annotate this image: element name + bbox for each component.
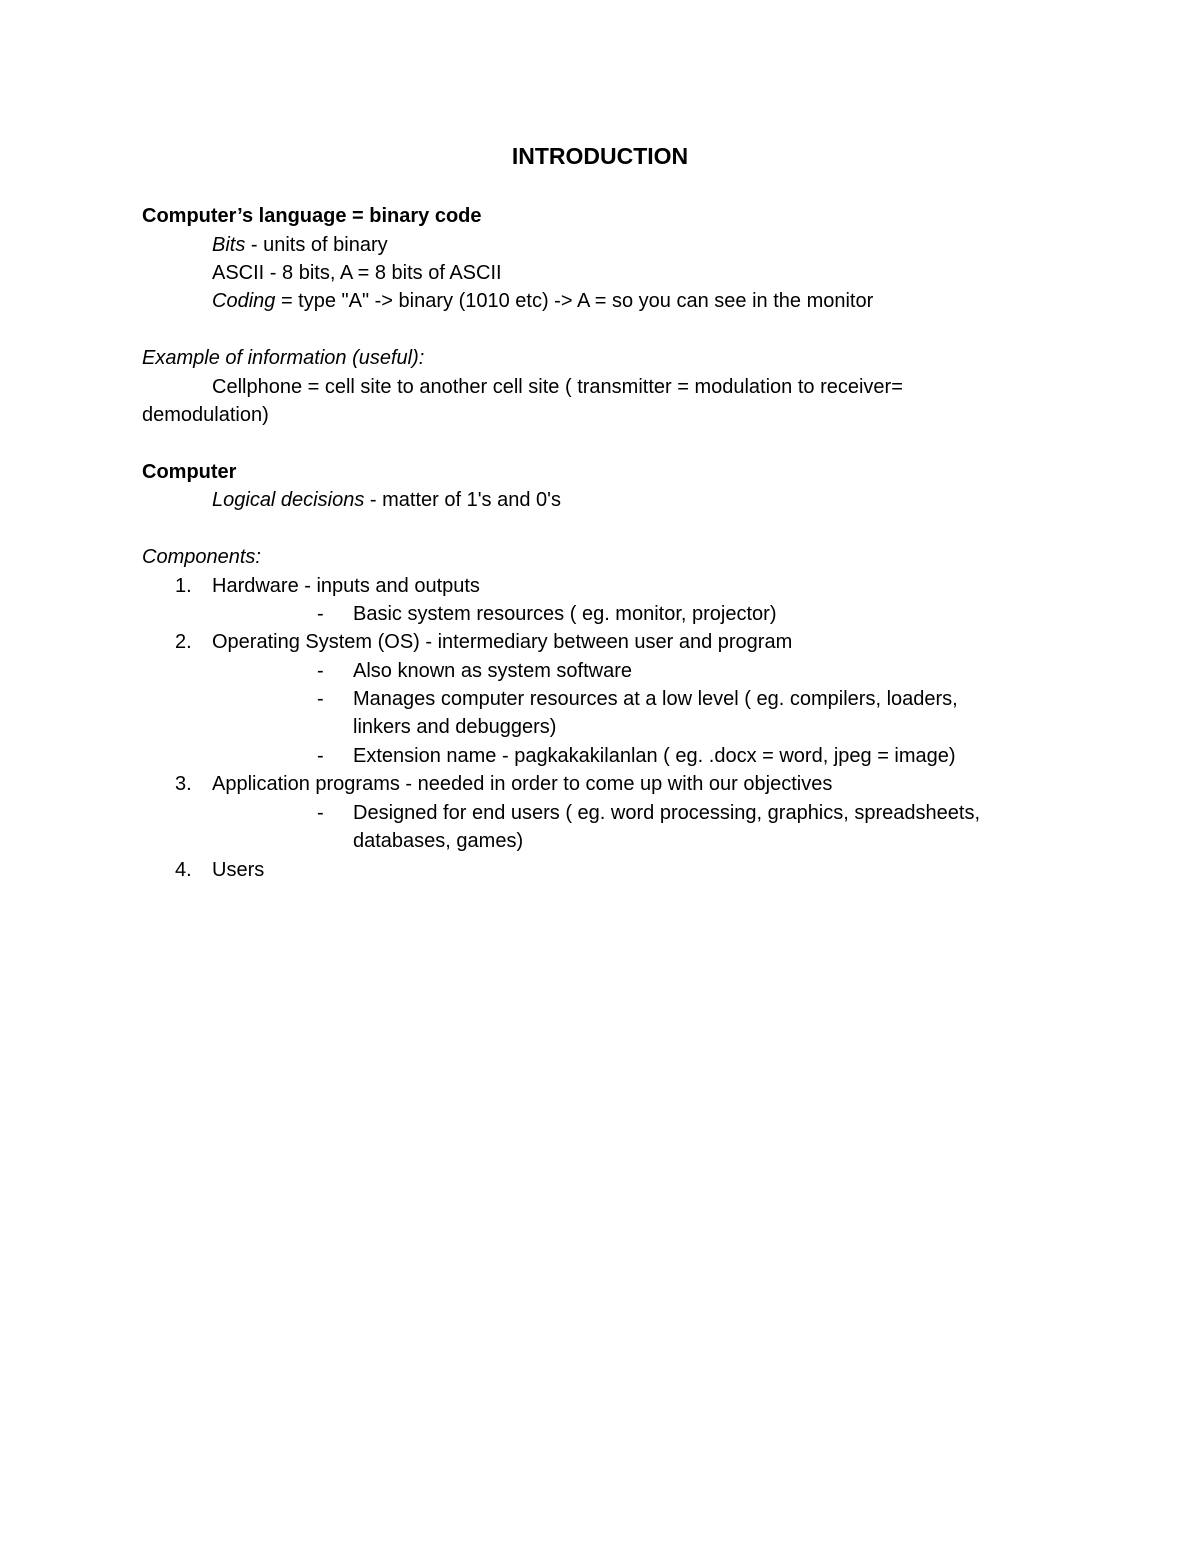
- list-item-application-programs: Application programs - needed in order to come up with our objectives: [212, 773, 833, 795]
- sub-item-system-software: Also known as system software: [353, 660, 632, 682]
- sub-item-marker: -: [317, 802, 324, 824]
- section-heading-computer: Computer: [142, 461, 237, 483]
- coding-term: Coding: [212, 290, 276, 312]
- sub-item-end-users: Designed for end users ( eg. word processing, graphics, spreadsheets,: [353, 802, 981, 824]
- coding-description: = type "A" -> binary (1010 etc) -> A = so you can see in the monitor: [275, 290, 874, 312]
- example-line-1: Cellphone = cell site to another cell site ( transmitter = modulation to receiver=: [212, 376, 903, 398]
- section-heading-example: Example of information (useful):: [142, 347, 425, 369]
- list-item-number: 4.: [175, 859, 192, 881]
- sub-item-manages-resources: Manages computer resources at a low level ( eg. compilers, loaders,: [353, 688, 958, 710]
- example-line-2: demodulation): [142, 404, 269, 426]
- logical-term: Logical decisions: [212, 489, 365, 511]
- sub-item-basic-resources: Basic system resources ( eg. monitor, projector): [353, 603, 777, 625]
- list-item-operating-system: Operating System (OS) - intermediary between user and program: [212, 631, 793, 653]
- logical-decisions-definition: [212, 488, 561, 512]
- ascii-definition: ASCII - 8 bits, A = 8 bits of ASCII: [212, 262, 502, 284]
- sub-item-marker: -: [317, 660, 324, 682]
- coding-definition: [212, 289, 873, 313]
- bits-definition: [212, 233, 388, 257]
- logical-description: - matter of 1's and 0's: [364, 489, 561, 511]
- sub-item-end-users-cont: databases, games): [353, 830, 524, 852]
- sub-item-marker: -: [317, 745, 324, 767]
- list-item-users: Users: [212, 859, 265, 881]
- bits-term: Bits: [212, 234, 246, 256]
- sub-item-manages-resources-cont: linkers and debuggers): [353, 716, 557, 738]
- list-item-number: 3.: [175, 773, 192, 795]
- section-heading-binary-code: Computer’s language = binary code: [142, 205, 482, 227]
- list-item-number: 1.: [175, 575, 192, 597]
- page-title: INTRODUCTION: [511, 143, 689, 169]
- sub-item-marker: -: [317, 688, 324, 710]
- list-item-hardware: Hardware - inputs and outputs: [212, 575, 480, 597]
- sub-item-marker: -: [317, 603, 324, 625]
- list-item-number: 2.: [175, 631, 192, 653]
- sub-item-extension-name: Extension name - pagkakakilanlan ( eg. .docx = word, jpeg = image): [353, 745, 956, 767]
- section-heading-components: Components:: [142, 546, 261, 568]
- bits-description: - units of binary: [245, 234, 388, 256]
